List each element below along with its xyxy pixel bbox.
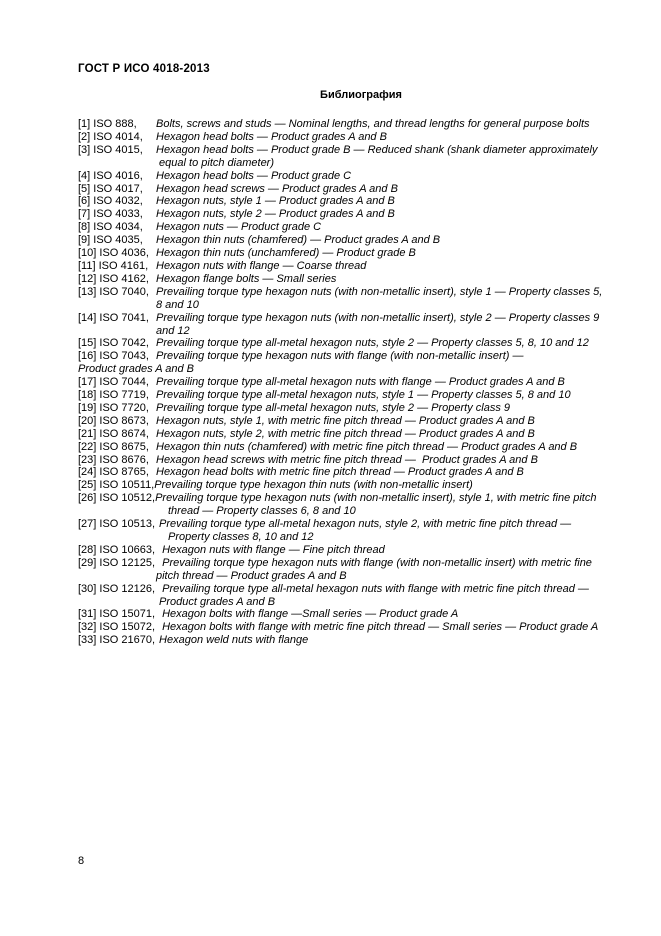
- entry-title: Hexagon head bolts — Product grades A and B: [156, 130, 387, 143]
- bibliography-entry: [78, 402, 638, 415]
- entry-line: [78, 195, 638, 208]
- bibliography-entry: [78, 376, 638, 389]
- entry-title: Prevailing torque type hexagon nuts (with non-metallic insert), style 2 — Property classes 9: [156, 311, 600, 324]
- entry-line: [78, 583, 638, 596]
- entry-line: [78, 144, 638, 157]
- entry-line: [78, 337, 638, 350]
- entry-ref: [22] ISO 8675,: [78, 440, 149, 453]
- entry-title-continuation: Property classes 8, 10 and 12: [168, 531, 314, 543]
- bibliography-entry: [78, 557, 638, 583]
- bibliography-entry: [78, 544, 638, 557]
- entry-title: Hexagon head screws — Product grades A and B: [156, 182, 398, 195]
- entry-line: [78, 118, 638, 131]
- bibliography-entry: [78, 286, 638, 312]
- bibliography-entry: [78, 118, 638, 131]
- entry-ref: [16] ISO 7043,: [78, 350, 149, 363]
- entry-line: [78, 557, 638, 570]
- document-header: ГОСТ Р ИСО 4018-2013: [78, 63, 210, 75]
- entry-ref: [30] ISO 12126,: [78, 582, 156, 595]
- entry-ref: [19] ISO 7720,: [78, 401, 149, 414]
- entry-line: [78, 376, 638, 389]
- entry-title: Hexagon flange bolts — Small series: [156, 272, 337, 285]
- entry-ref: [29] ISO 12125,: [78, 556, 156, 569]
- entry-ref: [9] ISO 4035,: [78, 234, 143, 247]
- entry-line: [78, 402, 638, 415]
- entry-ref: [31] ISO 15071,: [78, 608, 156, 621]
- bibliography-entry: [78, 170, 638, 183]
- entry-line: [78, 441, 638, 454]
- entry-title: Hexagon thin nuts (chamfered) with metric fine pitch thread — Product grades A and B: [156, 440, 578, 453]
- entry-line: [78, 131, 638, 144]
- entry-line: [78, 350, 638, 363]
- entry-title: Bolts, screws and studs — Nominal lengths, and thread lengths for general purpose bolts: [156, 118, 590, 130]
- entry-line: [78, 286, 638, 299]
- bibliography-entry: [78, 389, 638, 402]
- entry-title: Hexagon head screws with metric fine pitch thread — Product grades A and B: [156, 453, 538, 466]
- entry-title: Prevailing torque type all-metal hexagon nuts, style 2 — Property classes 5, 8, 10 and 12: [156, 337, 589, 350]
- entry-title: Hexagon nuts, style 1, with metric fine pitch thread — Product grades A and B: [156, 414, 535, 427]
- bibliography-entry: [78, 221, 638, 234]
- entry-title: Prevailing torque type all-metal hexagon nuts, style 2, with metric fine pitch thread —: [156, 518, 572, 531]
- entry-line: [78, 621, 638, 634]
- entry-ref: [17] ISO 7044,: [78, 376, 149, 389]
- entry-ref: [18] ISO 7719,: [78, 389, 149, 402]
- bibliography-entry: [78, 144, 638, 170]
- entry-title: Prevailing torque type all-metal hexagon nuts, style 2 — Property class 9: [156, 401, 511, 414]
- bibliography-entry: [78, 479, 638, 492]
- bibliography-entry: [78, 350, 638, 376]
- entry-title: Hexagon nuts, style 1 — Product grades A and B: [156, 195, 395, 208]
- bibliography-entry: [78, 518, 638, 544]
- section-title: Библиография: [320, 89, 402, 101]
- bibliography-entry: [78, 428, 638, 441]
- entry-line: [78, 454, 638, 467]
- entry-title: Hexagon bolts with flange with metric fine pitch thread — Small series — Product grade A: [156, 621, 599, 634]
- entry-ref: [14] ISO 7041,: [78, 311, 149, 324]
- entry-title-continuation: and 12: [156, 324, 190, 337]
- entry-line: [78, 608, 638, 621]
- entry-title: Prevailing torque type hexagon nuts with flange (with non-metallic insert) —: [156, 350, 524, 363]
- bibliography-entry: [78, 634, 638, 647]
- entry-ref: [23] ISO 8676,: [78, 453, 149, 466]
- entry-title: Hexagon nuts, style 2 — Product grades A and B: [156, 208, 395, 221]
- entry-line: [78, 208, 638, 221]
- entry-line: [78, 415, 638, 428]
- entry-title: Prevailing torque type hexagon nuts with flange (with non-metallic insert) with metric fine: [156, 556, 592, 569]
- entry-ref: [26] ISO 10512,: [78, 492, 156, 505]
- entry-title: Hexagon nuts with flange — Coarse thread: [156, 259, 367, 272]
- entry-ref: [3] ISO 4015,: [78, 143, 143, 156]
- entry-line: [78, 170, 638, 183]
- entry-title-continuation: equal to pitch diameter): [156, 156, 275, 169]
- bibliography-entry: [78, 337, 638, 350]
- entry-title: Prevailing torque type hexagon nuts (with non-metallic insert), style 1, with metric fine pitch: [155, 492, 597, 505]
- entry-ref: [25] ISO 10511,: [78, 479, 155, 492]
- bibliography-entry: [78, 441, 638, 454]
- bibliography-entry: [78, 621, 638, 634]
- entry-ref: [24] ISO 8765,: [78, 466, 149, 479]
- bibliography-entry: [78, 247, 638, 260]
- bibliography-entry: [78, 466, 638, 479]
- entry-title-continuation: thread — Property classes 6, 8 and 10: [168, 505, 356, 518]
- bibliography-entry: [78, 454, 638, 467]
- bibliography-entry: [78, 273, 638, 286]
- entry-line: [78, 466, 638, 479]
- entry-title: Hexagon head bolts — Product grade B — Reduced shank (shank diameter approximately: [156, 143, 598, 156]
- entry-title: Prevailing torque type hexagon thin nuts (with non-metallic insert): [154, 479, 473, 492]
- entry-line: [78, 389, 638, 402]
- entry-line: [78, 260, 638, 273]
- entry-line: [78, 428, 638, 441]
- entry-ref: [21] ISO 8674,: [78, 427, 149, 440]
- entry-ref: [28] ISO 10663,: [78, 543, 156, 556]
- entry-ref: [33] ISO 21670,: [78, 634, 156, 647]
- entry-title: Hexagon weld nuts with flange: [156, 634, 309, 647]
- entry-line: [78, 479, 638, 492]
- entry-line: [78, 221, 638, 234]
- entry-ref: [2] ISO 4014,: [78, 130, 143, 143]
- entry-ref: [13] ISO 7040,: [78, 285, 149, 298]
- entry-title: Hexagon bolts with flange —Small series — Product grade A: [156, 608, 459, 621]
- bibliography-entry: [78, 415, 638, 428]
- entry-ref: [5] ISO 4017,: [78, 182, 143, 195]
- entry-title: Hexagon nuts, style 2, with metric fine pitch thread — Product grades A and B: [156, 427, 535, 440]
- entry-title: Hexagon head bolts with metric fine pitch thread — Product grades A and B: [156, 466, 524, 479]
- entry-title: Hexagon thin nuts (chamfered) — Product grades A and B: [156, 234, 441, 247]
- bibliography-entry: [78, 312, 638, 338]
- entry-line: [78, 183, 638, 196]
- entry-title: Hexagon nuts — Product grade C: [156, 221, 322, 234]
- entry-line: [78, 312, 638, 325]
- entry-title: Prevailing torque type all-metal hexagon nuts, style 1 — Property classes 5, 8 and 10: [156, 389, 571, 402]
- bibliography-entry: [78, 208, 638, 221]
- bibliography-entry: [78, 183, 638, 196]
- entry-ref: [1] ISO 888,: [78, 118, 137, 130]
- entry-title: Hexagon head bolts — Product grade C: [156, 169, 352, 182]
- bibliography-entry: [78, 492, 638, 518]
- entry-title-continuation: Product grades A and B: [156, 595, 276, 608]
- entry-line: [78, 234, 638, 247]
- bibliography-entry: [78, 131, 638, 144]
- bibliography-entry: [78, 234, 638, 247]
- entry-ref: [27] ISO 10513,: [78, 518, 156, 531]
- entry-title-continuation: 8 and 10: [156, 298, 199, 311]
- entry-title: Prevailing torque type hexagon nuts (with non-metallic insert), style 1 — Property classes 5,: [156, 285, 603, 298]
- bibliography-list: [78, 118, 638, 647]
- entry-line: [78, 634, 638, 647]
- bibliography-entry: [78, 583, 638, 609]
- entry-title-continuation: Product grades A and B: [78, 363, 194, 376]
- entry-ref: [4] ISO 4016,: [78, 169, 143, 182]
- entry-line: [78, 273, 638, 286]
- entry-ref: [6] ISO 4032,: [78, 195, 143, 208]
- entry-ref: [8] ISO 4034,: [78, 221, 143, 234]
- entry-ref: [32] ISO 15072,: [78, 621, 156, 634]
- entry-title: Hexagon thin nuts (unchamfered) — Product grade B: [156, 247, 416, 260]
- bibliography-entry: [78, 608, 638, 621]
- page-number: 8: [78, 855, 85, 867]
- bibliography-entry: [78, 195, 638, 208]
- entry-title-continuation: pitch thread — Product grades A and B: [156, 569, 347, 582]
- entry-ref: [11] ISO 4161,: [78, 259, 149, 272]
- entry-line: [78, 492, 638, 505]
- entry-ref: [10] ISO 4036,: [78, 247, 149, 260]
- entry-title: Hexagon nuts with flange — Fine pitch thread: [156, 543, 385, 556]
- entry-ref: [20] ISO 8673,: [78, 414, 149, 427]
- entry-ref: [12] ISO 4162,: [78, 272, 149, 285]
- entry-line: [78, 518, 638, 531]
- entry-line: [78, 544, 638, 557]
- entry-title: Prevailing torque type all-metal hexagon nuts with flange — Product grades A and B: [156, 376, 565, 389]
- entry-line: [78, 247, 638, 260]
- entry-ref: [7] ISO 4033,: [78, 208, 143, 221]
- entry-ref: [15] ISO 7042,: [78, 337, 149, 350]
- entry-title: Prevailing torque type all-metal hexagon nuts with flange with metric fine pitch thread —: [156, 582, 589, 595]
- bibliography-entry: [78, 260, 638, 273]
